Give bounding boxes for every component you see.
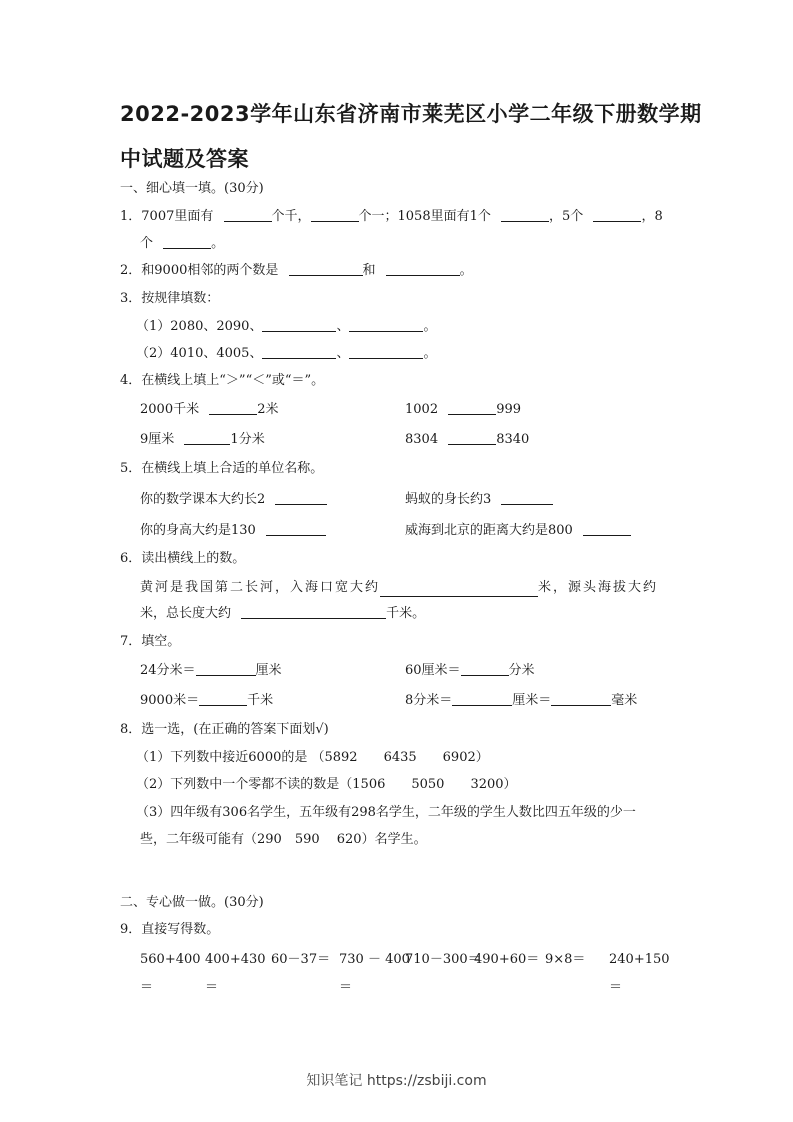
q4-item — [405, 431, 529, 449]
answer-blank[interactable] — [461, 662, 509, 676]
q7-text: 分米 — [508, 663, 535, 678]
q7-text: 厘米 — [255, 663, 282, 678]
q6-text: 米，总长度大约 — [140, 606, 232, 621]
q4-text: 1002 — [405, 402, 439, 417]
q9-equals: ＝ — [339, 980, 353, 995]
answer-blank[interactable] — [501, 491, 553, 505]
q6-text: 千米。 — [386, 606, 426, 621]
question-1-line-2 — [140, 235, 224, 253]
question-5-stem: 5．在横线上填上合适的单位名称。 — [120, 461, 324, 476]
answer-blank[interactable] — [184, 431, 230, 445]
q9-expression: 60－37＝ — [271, 952, 331, 967]
answer-blank[interactable] — [262, 318, 336, 332]
q4-text: 2000千米 — [140, 402, 200, 417]
q9-expression: 560+400 — [140, 952, 201, 967]
answer-blank[interactable] — [551, 692, 611, 706]
q3-text: 。 — [423, 346, 437, 361]
answer-blank[interactable] — [380, 583, 538, 597]
question-8-part-1: （1）下列数中接近6000的是 （5892 6435 6902） — [136, 750, 489, 765]
question-8-stem: 8．选一选，(在正确的答案下面划√) — [120, 722, 329, 737]
q7-text: 24分米＝ — [140, 663, 196, 678]
q2-text: 。 — [459, 263, 473, 278]
q9-expression: 400+430 — [205, 952, 266, 967]
question-8-part-3-line-1: （3）四年级有306名学生，五年级有298名学生，二年级的学生人数比四五年级的少一 — [136, 805, 636, 820]
q5-item — [140, 491, 327, 509]
question-4-stem: 4．在横线上填上“＞”“＜”或“＝”。 — [120, 373, 325, 388]
q4-item — [405, 401, 521, 419]
q3-text: （1）2080、2090、 — [136, 319, 263, 334]
question-3-part-1 — [136, 318, 436, 336]
section-1-heading: 一、细心填一填。(30分) — [120, 181, 264, 196]
answer-blank[interactable] — [289, 262, 363, 276]
answer-blank[interactable] — [241, 605, 386, 619]
q7-item — [140, 662, 282, 680]
q6-text: 黄河是我国第二长河，入海口宽大约 — [140, 580, 381, 595]
answer-blank[interactable] — [275, 491, 327, 505]
page-title-line-2: 中试题及答案 — [120, 147, 249, 171]
q4-text: 2米 — [257, 402, 279, 417]
q5-item — [405, 522, 631, 540]
q7-item — [405, 662, 535, 680]
q3-text: 。 — [423, 319, 437, 334]
q4-text: 1分米 — [230, 432, 265, 447]
q9-expression: 9×8＝ — [545, 952, 586, 967]
q3-text: 、 — [336, 319, 350, 334]
q5-item — [140, 522, 326, 540]
q5-text: 你的身高大约是130 — [140, 523, 256, 538]
question-3-stem: 3．按规律填数： — [120, 291, 220, 306]
answer-blank[interactable] — [448, 401, 496, 415]
q7-text: 9000米＝ — [140, 693, 200, 708]
q4-item — [140, 431, 265, 449]
q7-text: 8分米＝ — [405, 693, 453, 708]
question-7-stem: 7．填空。 — [120, 634, 181, 649]
question-6-stem: 6．读出横线上的数。 — [120, 551, 246, 566]
q4-item — [140, 401, 279, 419]
q5-item — [405, 491, 553, 509]
answer-blank[interactable] — [311, 208, 359, 222]
q9-equals: ＝ — [609, 980, 623, 995]
question-8-part-3-line-2: 些，二年级可能有（290 590 620）名学生。 — [140, 832, 427, 847]
q3-text: （2）4010、4005、 — [136, 346, 263, 361]
answer-blank[interactable] — [583, 522, 631, 536]
answer-blank[interactable] — [386, 262, 460, 276]
q2-text: 2．和9000相邻的两个数是 — [120, 263, 279, 278]
q6-text: 米，源头海拔大约 — [538, 580, 659, 595]
q7-item — [140, 692, 273, 710]
q5-text: 蚂蚁的身长约3 — [405, 492, 492, 507]
answer-blank[interactable] — [262, 345, 336, 359]
q9-expression: 490+60＝ — [474, 952, 540, 967]
q1-text: ，5个 — [549, 209, 584, 224]
answer-blank[interactable] — [163, 235, 211, 249]
question-6-line-1 — [140, 579, 680, 597]
q9-equals: ＝ — [140, 980, 154, 995]
q1-text: ，8 — [641, 209, 663, 224]
question-2 — [120, 262, 473, 280]
question-6-line-2 — [140, 605, 425, 623]
footer-watermark: 知识笔记 https://zsbiji.com — [306, 1073, 487, 1089]
answer-blank[interactable] — [349, 345, 423, 359]
q9-expression: 240+150 — [609, 952, 670, 967]
q9-equals: ＝ — [205, 980, 219, 995]
answer-blank[interactable] — [196, 662, 256, 676]
q7-text: 60厘米＝ — [405, 663, 461, 678]
answer-blank[interactable] — [209, 401, 257, 415]
q4-text: 8304 — [405, 432, 439, 447]
answer-blank[interactable] — [224, 208, 272, 222]
q7-text: 千米 — [247, 693, 274, 708]
q7-text: 毫米 — [611, 693, 638, 708]
q1-text: 个一；1058里面有1个 — [358, 209, 491, 224]
question-8-part-2: （2）下列数中一个零都不读的数是（1506 5050 3200） — [136, 777, 517, 792]
q3-text: 、 — [336, 346, 350, 361]
q4-text: 8340 — [496, 432, 530, 447]
q7-text: 厘米＝ — [512, 693, 552, 708]
q2-text: 和 — [362, 263, 376, 278]
q5-text: 威海到北京的距离大约是800 — [405, 523, 573, 538]
q1-text: 1．7007里面有 — [120, 209, 214, 224]
answer-blank[interactable] — [266, 522, 326, 536]
answer-blank[interactable] — [448, 431, 496, 445]
q4-text: 9厘米 — [140, 432, 175, 447]
section-2-heading: 二、专心做一做。(30分) — [120, 895, 264, 910]
q1-text: 个千， — [271, 209, 311, 224]
q9-expression: 730 － 400 — [339, 952, 410, 967]
page-title-line-1: 2022-2023学年山东省济南市莱芜区小学二年级下册数学期 — [120, 102, 702, 126]
question-3-part-2 — [136, 345, 436, 363]
answer-blank[interactable] — [199, 692, 247, 706]
question-1-line-1 — [120, 208, 663, 226]
q9-expression: 710－300＝ — [405, 952, 481, 967]
question-9-stem: 9．直接写得数。 — [120, 922, 220, 937]
answer-blank[interactable] — [452, 692, 512, 706]
answer-blank[interactable] — [349, 318, 423, 332]
q4-text: 999 — [496, 402, 522, 417]
q5-text: 你的数学课本大约长2 — [140, 492, 266, 507]
answer-blank[interactable] — [593, 208, 641, 222]
q7-item — [405, 692, 637, 710]
q1-text: 个 — [140, 236, 154, 251]
answer-blank[interactable] — [501, 208, 549, 222]
q1-text: 。 — [211, 236, 225, 251]
